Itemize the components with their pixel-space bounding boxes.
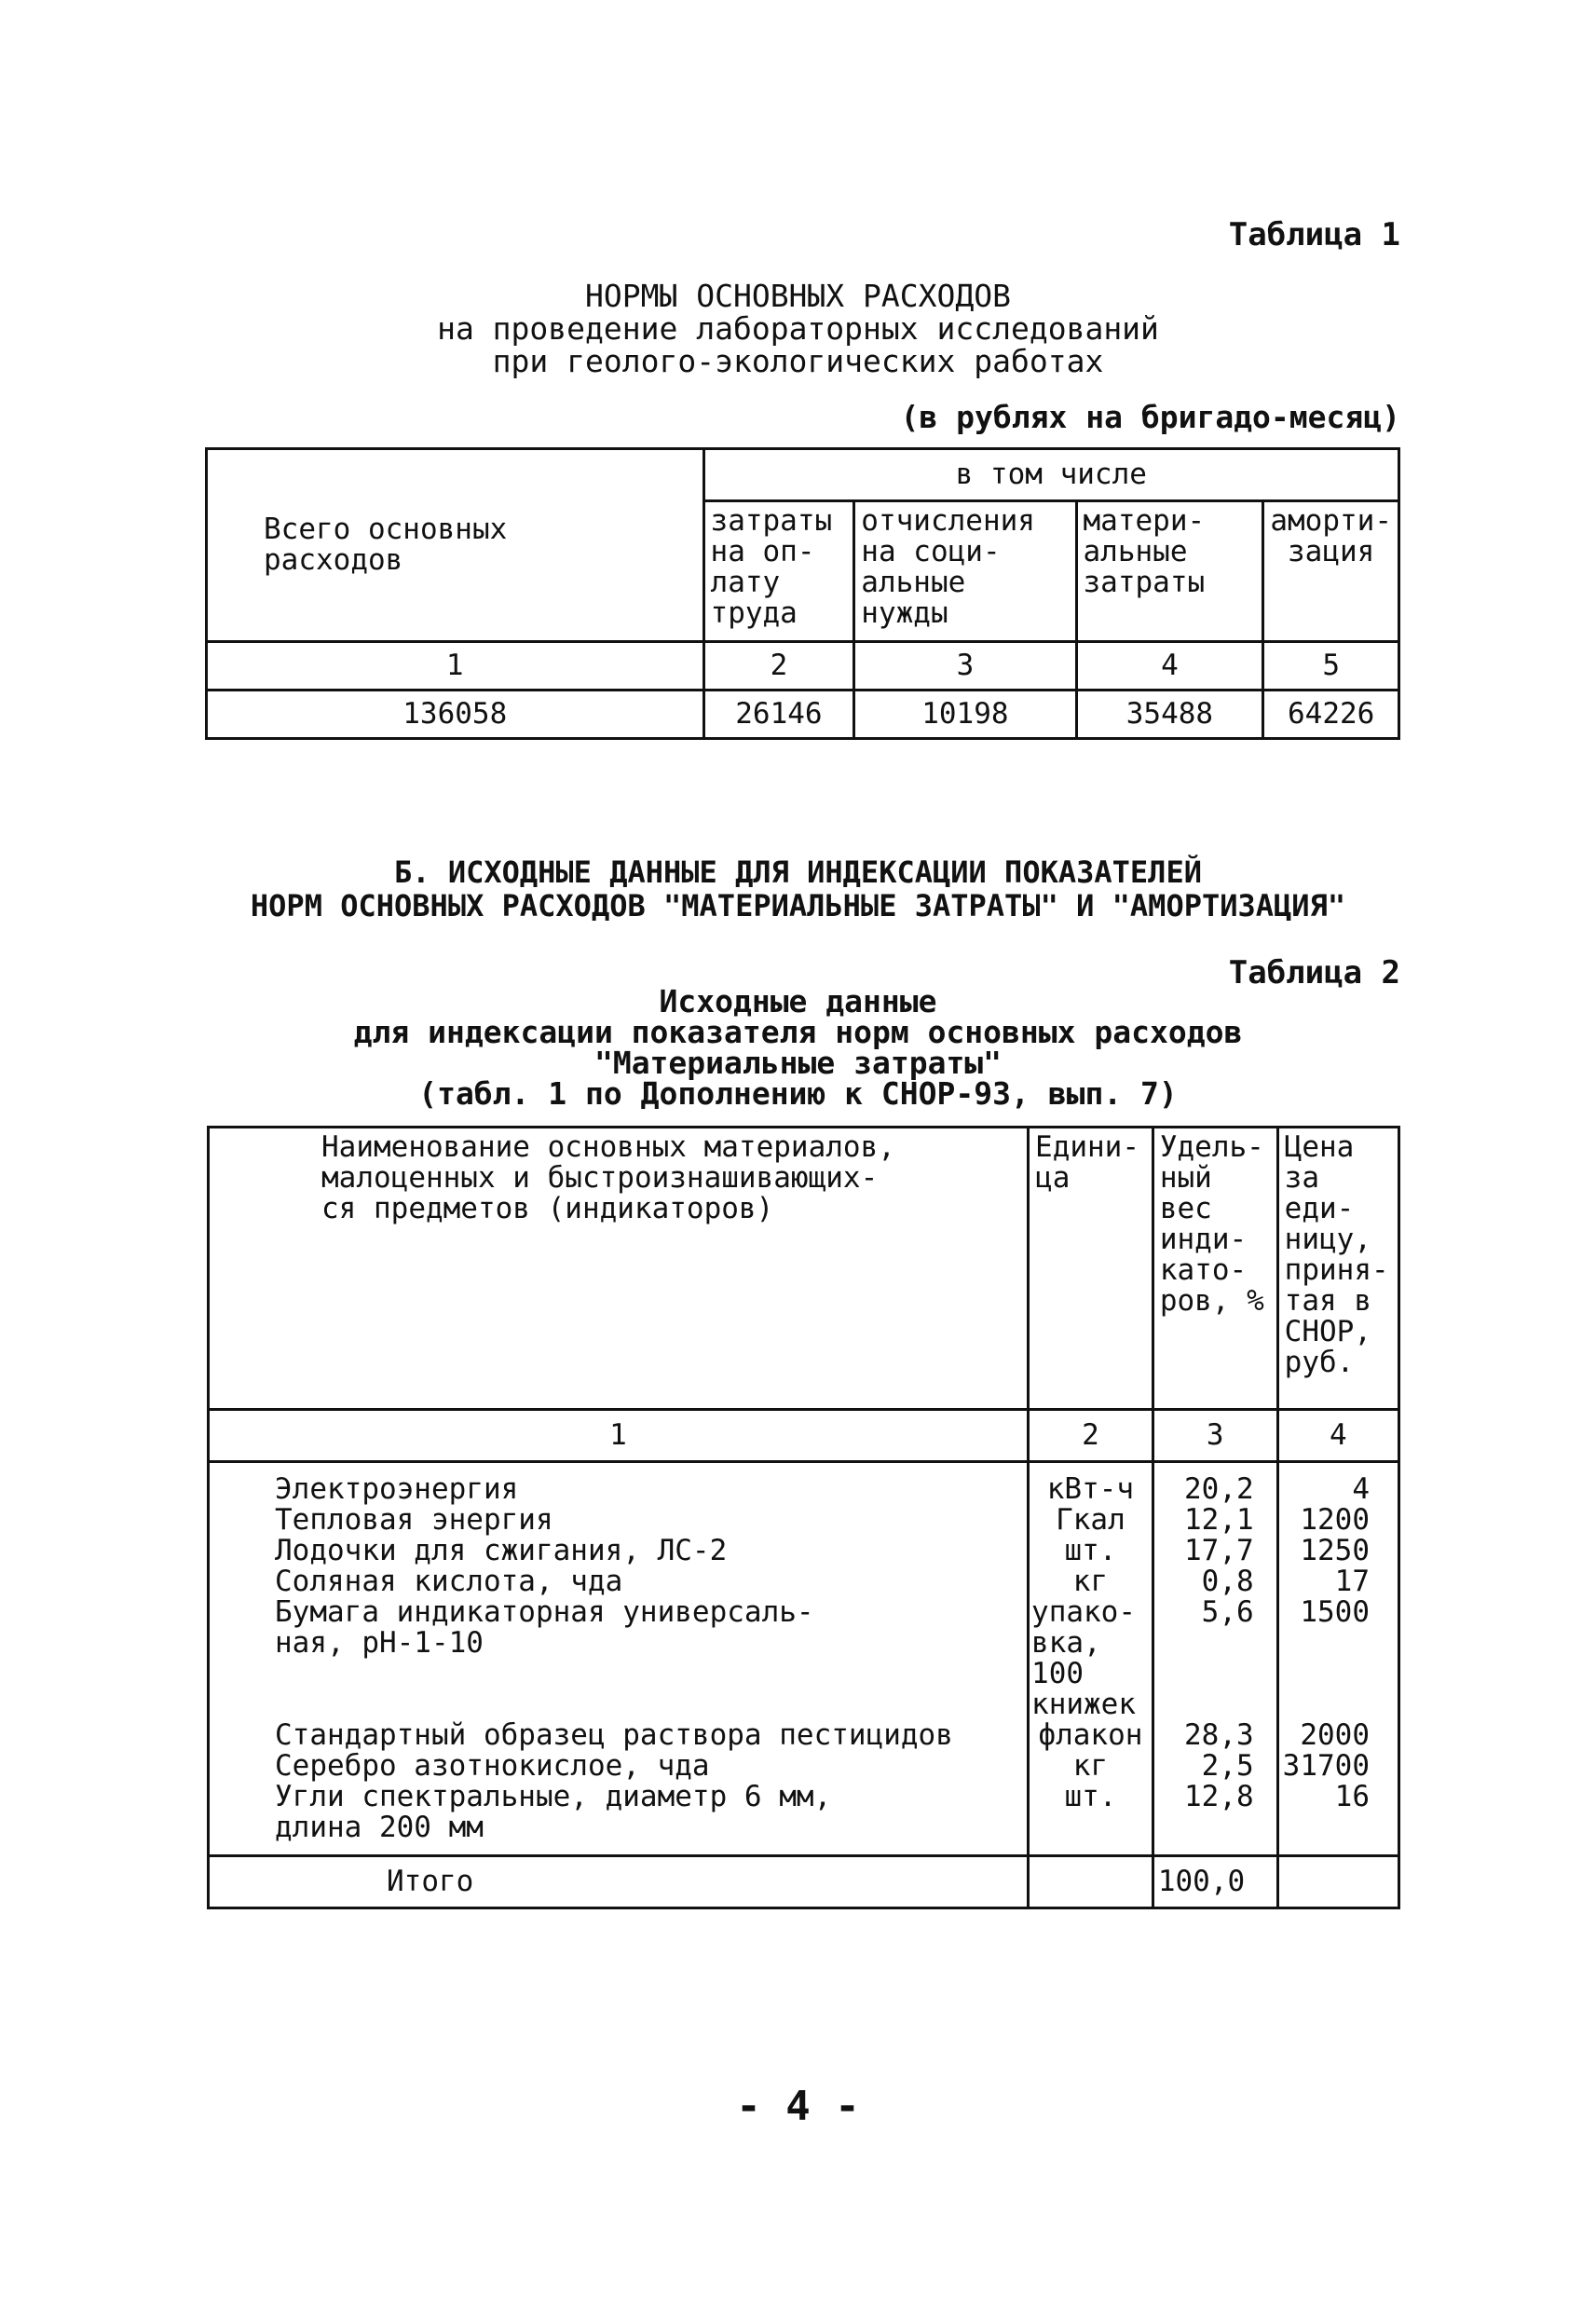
item-name: длина 200 мм xyxy=(275,1811,484,1844)
col-number: 1 xyxy=(209,1410,1029,1462)
table2-title: Исходные данные для индексации показателя норм основных расходов "Материальные затраты" (табл. 1 по Дополнению к СНОР-93, вып. 7) xyxy=(353,983,1243,1112)
col-number: 5 xyxy=(1263,642,1399,691)
item-name: Бумага индикаторная универсаль- xyxy=(275,1595,814,1629)
col-number: 3 xyxy=(854,642,1076,691)
header-specific-weight: Удель- ный вес инди- като- ров, % xyxy=(1153,1128,1277,1410)
item-weight: 0,8 xyxy=(1201,1565,1254,1598)
item-name: Стандартный образец раствора пестицидов xyxy=(275,1718,953,1752)
table1 xyxy=(205,447,1400,740)
item-unit: вка, xyxy=(1031,1626,1101,1660)
col-number: 2 xyxy=(703,642,854,691)
table2-header-row xyxy=(209,1128,1399,1410)
table1-label: Таблица 1 xyxy=(1228,216,1400,253)
table1-values-row xyxy=(207,691,1399,739)
col-number: 4 xyxy=(1277,1410,1398,1462)
header-labor-costs: затраты на оп- лату труда xyxy=(703,501,854,642)
item-units-column xyxy=(1029,1462,1153,1856)
item-price: 16 xyxy=(1334,1780,1370,1813)
table2-label: Таблица 2 xyxy=(1228,954,1400,991)
item-weight: 28,3 xyxy=(1184,1718,1254,1752)
value-total: 136058 xyxy=(207,691,704,739)
value-labor: 26146 xyxy=(703,691,854,739)
item-unit: шт. xyxy=(1064,1534,1117,1567)
item-weight: 17,7 xyxy=(1184,1534,1254,1567)
item-unit: шт. xyxy=(1064,1780,1117,1813)
item-price: 1250 xyxy=(1300,1534,1370,1567)
item-unit: кг xyxy=(1072,1565,1109,1598)
item-unit: 100 xyxy=(1031,1657,1084,1690)
col-number: 2 xyxy=(1029,1410,1153,1462)
item-weight: 2,5 xyxy=(1201,1749,1254,1783)
item-unit: флакон xyxy=(1038,1718,1143,1752)
header-social-deductions: отчисления на соци- альные нужды xyxy=(854,501,1076,642)
item-names-column xyxy=(209,1462,1029,1856)
col-number: 3 xyxy=(1153,1410,1277,1462)
table1-title-line: при геолого-экологических работах xyxy=(492,343,1104,379)
item-unit: кВт-ч xyxy=(1046,1472,1135,1506)
item-name: Тепловая энергия xyxy=(275,1503,553,1537)
value-amortization: 64226 xyxy=(1263,691,1399,739)
item-price: 1200 xyxy=(1300,1503,1370,1537)
item-unit: кг xyxy=(1072,1749,1109,1783)
header-total-expenses: Всего основных расходов xyxy=(207,449,704,642)
total-price-empty xyxy=(1277,1856,1398,1908)
page-number: - 4 - xyxy=(736,2083,860,2130)
item-prices-column xyxy=(1277,1462,1398,1856)
header-material-costs: матери- альные затраты xyxy=(1076,501,1263,642)
table2-total-row xyxy=(209,1856,1399,1908)
item-price: 1500 xyxy=(1300,1595,1370,1629)
item-name: Лодочки для сжигания, ЛС-2 xyxy=(275,1534,728,1567)
item-price: 17 xyxy=(1334,1565,1370,1598)
item-weight: 12,1 xyxy=(1184,1503,1254,1537)
item-weight: 12,8 xyxy=(1184,1780,1254,1813)
item-weight: 20,2 xyxy=(1184,1472,1254,1506)
header-amortization: аморти- зация xyxy=(1263,501,1399,642)
header-item-name: Наименование основных материалов, малоценных и быстроизнашивающих- ся предметов (индикаторов) xyxy=(209,1128,1029,1410)
item-weights-column xyxy=(1153,1462,1277,1856)
item-name: Угли спектральные, диаметр 6 мм, xyxy=(275,1780,832,1813)
item-name: Серебро азотнокислое, чда xyxy=(275,1749,710,1783)
table1-column-numbers xyxy=(207,642,1399,691)
header-group: в том числе xyxy=(703,449,1398,501)
table1-units: (в рублях на бригадо-месяц) xyxy=(900,399,1400,435)
col-number: 1 xyxy=(207,642,704,691)
total-label: Итого xyxy=(209,1856,1029,1908)
item-weight: 5,6 xyxy=(1201,1595,1254,1629)
item-price: 2000 xyxy=(1300,1718,1370,1752)
table1-title xyxy=(0,280,1596,377)
item-name: Соляная кислота, чда xyxy=(275,1565,623,1598)
item-name: ная, рН-1-10 xyxy=(275,1626,484,1660)
col-number: 4 xyxy=(1076,642,1263,691)
item-unit: упако- xyxy=(1031,1595,1137,1629)
header-unit: Едини- ца xyxy=(1029,1128,1153,1410)
table2-body xyxy=(209,1462,1399,1856)
table1-title-line: НОРМЫ ОСНОВНЫХ РАСХОДОВ xyxy=(585,278,1011,314)
item-unit: книжек xyxy=(1031,1688,1137,1721)
table1-title-line: на проведение лабораторных исследований xyxy=(437,310,1159,347)
header-unit-price: Цена за еди- ницу, приня- тая в СНОР, руб. xyxy=(1277,1128,1398,1410)
total-weight: 100,0 xyxy=(1153,1856,1277,1908)
table2 xyxy=(207,1126,1400,1909)
item-name: Электроэнергия xyxy=(275,1472,519,1506)
value-material: 35488 xyxy=(1076,691,1263,739)
total-unit-empty xyxy=(1029,1856,1153,1908)
section-b-title: Б. ИСХОДНЫЕ ДАННЫЕ ДЛЯ ИНДЕКСАЦИИ ПОКАЗАТЕЛЕЙ НОРМ ОСНОВНЫХ РАСХОДОВ "МАТЕРИАЛЬНЫЕ ЗАТРАТЫ" И "АМОРТИЗАЦИЯ" xyxy=(250,855,1346,923)
item-price: 4 xyxy=(1352,1472,1370,1506)
item-price: 31700 xyxy=(1282,1749,1370,1783)
item-unit: Гкал xyxy=(1056,1503,1125,1537)
value-social: 10198 xyxy=(854,691,1076,739)
table2-column-numbers xyxy=(209,1410,1399,1462)
